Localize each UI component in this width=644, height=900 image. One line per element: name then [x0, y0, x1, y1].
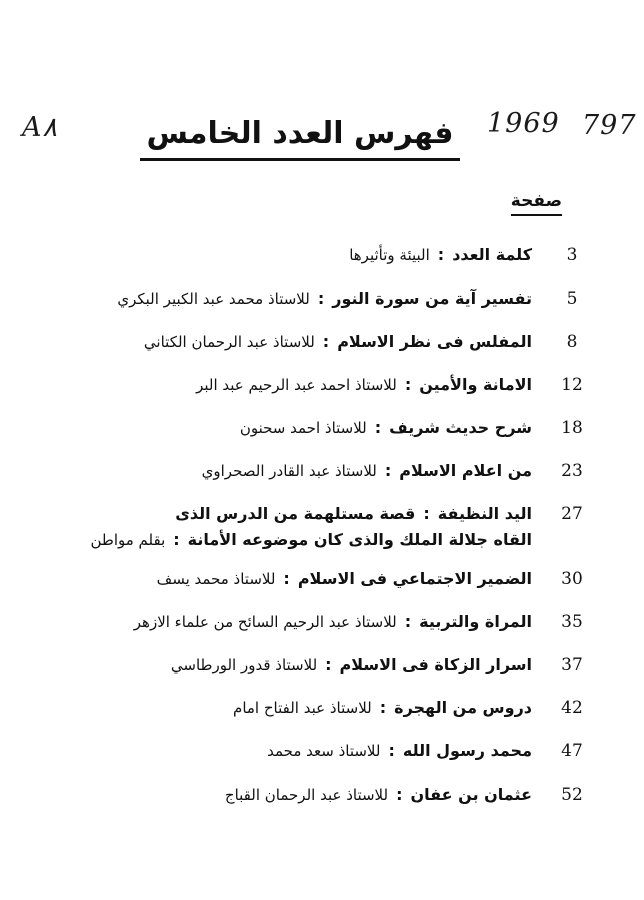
- entry-title: الامانة والأمين: [419, 375, 532, 394]
- entry-separator: :: [404, 375, 412, 394]
- entry-separator: :: [388, 741, 395, 760]
- page-number: 23: [561, 461, 583, 481]
- entry-title: اليد النظيفة: [437, 504, 532, 523]
- entry-author: للاستاذ سعد محمد: [267, 742, 381, 760]
- entry-title: تفسير آية من سورة النور: [332, 289, 532, 308]
- toc-entry: [30, 288, 612, 310]
- page-number: 12: [561, 375, 583, 395]
- entry-separator: :: [384, 461, 392, 480]
- entry-separator: :: [322, 332, 330, 351]
- handwritten-mark-left: A۸: [22, 112, 58, 143]
- entry-separator: :: [437, 245, 445, 264]
- entry-subtitle: قصة مستلهمة من الدرس الذى: [175, 504, 416, 523]
- entry-title: كلمة العدد: [452, 245, 532, 264]
- page-number: 42: [561, 698, 583, 718]
- handwritten-mark-right: 797: [582, 110, 637, 141]
- entry-title: المراة والتربية: [419, 612, 532, 631]
- entry-author: بقلم مواطن: [90, 531, 166, 549]
- toc-entry: [30, 417, 612, 439]
- entry-author: للاستاذ عبد الرحمان الكتاني: [143, 333, 315, 351]
- toc-entry: [30, 740, 612, 762]
- entry-separator: :: [325, 655, 332, 674]
- toc-entry: [30, 331, 612, 353]
- entry-author: للاستاذ عبد القادر الصحراوي: [201, 462, 377, 480]
- entry-separator: :: [404, 612, 412, 631]
- entry-title: محمد رسول الله: [402, 741, 532, 760]
- entry-title: عثمان بن عفان: [410, 785, 532, 804]
- entry-separator: :: [317, 289, 325, 308]
- entry-separator: :: [423, 504, 430, 523]
- toc-entry: [30, 697, 612, 719]
- entry-title: شرح حديث شريف: [389, 418, 532, 437]
- page-number: 18: [561, 418, 583, 438]
- entry-author: للاستاذ عبد الرحمان القباج: [224, 786, 389, 804]
- entry-author: للاستاذ محمد عبد الكبير البكري: [117, 290, 310, 308]
- entry-separator: :: [379, 698, 387, 717]
- entry-separator: :: [173, 530, 180, 549]
- entry-title: من اعلام الاسلام: [399, 461, 532, 480]
- toc-entry: [30, 460, 612, 482]
- toc-entry: [30, 503, 612, 551]
- entry-author: البيئة وتأثيرها: [349, 246, 430, 264]
- page-title: فهرس العدد الخامس: [140, 114, 460, 161]
- page-number: 8: [566, 332, 578, 352]
- page-column-header: صفحة: [511, 190, 562, 216]
- entry-title: دروس من الهجرة: [394, 698, 532, 717]
- entry-author: للاستاذ قدور الورطاسي: [170, 656, 318, 674]
- entry-title: المفلس فى نظر الاسلام: [337, 332, 532, 351]
- toc-entry: [30, 611, 612, 633]
- entry-separator: :: [374, 418, 382, 437]
- page-number: 52: [561, 785, 583, 805]
- toc-entry: [30, 374, 612, 396]
- page-number: 3: [566, 245, 578, 265]
- entry-title: الضمير الاجتماعي فى الاسلام: [297, 569, 532, 588]
- entry-author: للاستاذ احمد سحنون: [239, 419, 367, 437]
- entry-author: للاستاذ عبد الفتاح امام: [233, 699, 372, 717]
- page-number: 47: [561, 741, 583, 761]
- toc-entry: [30, 784, 612, 806]
- page-number: 5: [566, 289, 578, 309]
- entry-title: اسرار الزكاة فى الاسلام: [339, 655, 532, 674]
- toc-entry: [30, 568, 612, 590]
- entry-separator: :: [283, 569, 290, 588]
- entry-author: للاستاذ عبد الرحيم السائح من علماء الازهر: [133, 613, 397, 631]
- entry-separator: :: [396, 785, 403, 804]
- page-number: 30: [561, 569, 583, 589]
- toc-entry: [30, 244, 612, 266]
- page-number: 27: [561, 504, 583, 524]
- entry-author: للاستاذ احمد عبد الرحيم عبد البر: [196, 376, 397, 394]
- handwritten-year: 1969: [487, 108, 560, 139]
- entry-subtitle-continuation: القاه جلالة الملك والذى كان موضوعه الأمانة: [187, 530, 532, 549]
- page-number: 35: [561, 612, 583, 632]
- page-number: 37: [561, 655, 583, 675]
- entry-author: للاستاذ محمد يسف: [156, 570, 276, 588]
- toc-entry: [30, 654, 612, 676]
